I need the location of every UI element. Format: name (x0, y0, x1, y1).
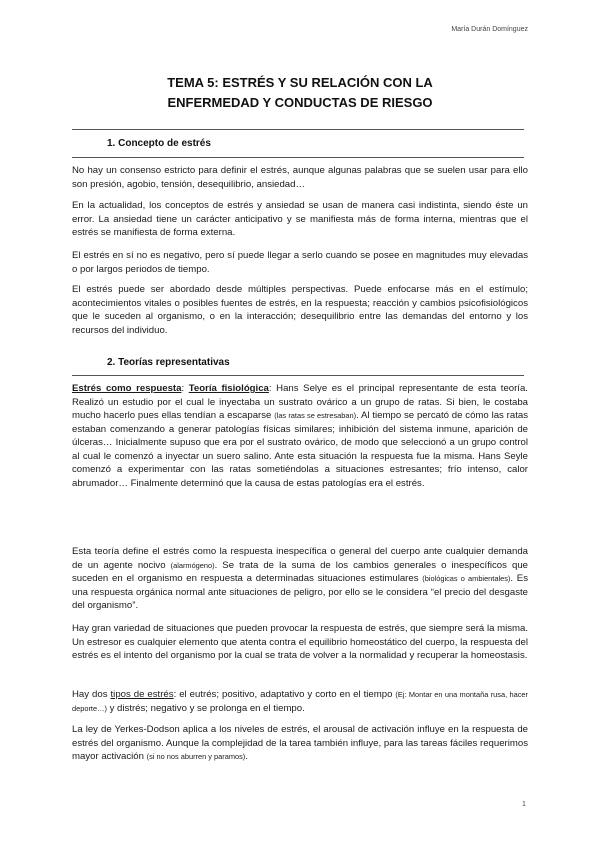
section-heading-teorias: 2. Teorías representativas (107, 357, 230, 368)
paragraph: El estrés en sí no es negativo, pero sí puede llegar a serlo cuando se posee en magnitudes muy elevadas o por largos periodos de tiempo. (72, 250, 528, 275)
document-title (0, 73, 600, 113)
paragraph: No hay un consenso estricto para definir el estrés, aunque algunas palabras que se suelen usar para ello son presión, agobio, tensión, desequilibrio, ansiedad… (72, 165, 528, 190)
paragraph: El estrés puede ser abordado desde múltiples perspectivas. Puede enfocarse más en el estímulo; acontecimientos vitales o posibles fuentes de estrés, en la respuesta; reacción y cambios psicofisiológicos que le suceden al organismo, o en la interacción; desequilibrio entre las demandas del entorno y los recursos del individuo. (72, 284, 528, 336)
title-line-2: ENFERMEDAD Y CONDUCTAS DE RIESGO (167, 95, 433, 110)
divider (72, 375, 524, 376)
paragraph: Hay gran variedad de situaciones que pueden provocar la respuesta de estrés, que siempre será la misma. Un estresor es cualquier elemento que atenta contra el equilibrio homeostático del cuerpo, la respuesta del estrés es el intento del organismo por la cual se trata de volver a la normalidad y recuperar la homeostasis. (72, 623, 528, 661)
page-number: 1 (522, 801, 526, 808)
term-estres-como-respuesta: Estrés como respuesta (72, 383, 182, 394)
term-tipos-de-estres: tipos de estrés (110, 689, 174, 700)
title-line-1: TEMA 5: ESTRÉS Y SU RELACIÓN CON LA (167, 75, 433, 90)
divider (72, 157, 524, 158)
divider (72, 129, 524, 130)
paragraph: Hay dos tipos de estrés: el eutrés; positivo, adaptativo y corto en el tiempo (Ej: Montar en una montaña rusa, hacer deporte…) y distrés; negativo y se prolonga en el tiempo. (72, 689, 528, 714)
author-name: María Durán Domínguez (451, 26, 528, 33)
paragraph: La ley de Yerkes-Dodson aplica a los niveles de estrés, el arousal de activación influye en la respuesta de estrés del organismo. Aunque la complejidad de la tarea también influye, para las tareas fáciles requerimos mayor activación (si no nos aburren y paramos). (72, 724, 528, 762)
term-teoria-fisiologica: Teoría fisiológica (188, 383, 269, 394)
section-heading-concepto: 1. Concepto de estrés (107, 138, 211, 149)
paragraph: En la actualidad, los conceptos de estrés y ansiedad se usan de manera casi indistinta, siendo éste un error. La ansiedad tiene un carácter anticipativo y se manifiesta más de forma interna, mientras que el estrés se manifiesta de forma externa. (72, 200, 528, 238)
paragraph: Esta teoría define el estrés como la respuesta inespecífica o general del cuerpo ante cualquier demanda de un agente nocivo (alarmógeno). Se trata de la suma de los cambios generales o inespecíficos que suceden en el organismo en respuesta a determinadas situaciones estimulares (biológicas o ambientales). Es una respuesta orgánica normal ante situaciones de peligro, por ello se le considera “el precio del desgaste del organismo”. (72, 546, 528, 611)
paragraph: Estrés como respuesta: Teoría fisiológica: Hans Selye es el principal representante de esta teoría. Realizó un estudio por el cual le inyectaba un sustrato ovárico a un grupo de ratas. Si bien, le costaba mucho hacerlo pues ellas tendían a escaparse (las ratas se estresaban). Al tiempo se percató de cómo las ratas estaban comenzando a generar patologías físicas similares; inhibición del sistema inmune, aparición de úlceras… Inicialmente supuso que era por el sustrato ovárico, de modo que seleccionó a un grupo control al cual le comenzó a inyectar un suero salino. Ante esta situación la respuesta fue la misma. Hans Seyle comenzó a experimentar con las ratas sometiéndolas a situaciones estresantes; frío intenso, calor abrumador… Finalmente determinó que la causa de estas patologías era el estrés. (72, 383, 528, 489)
